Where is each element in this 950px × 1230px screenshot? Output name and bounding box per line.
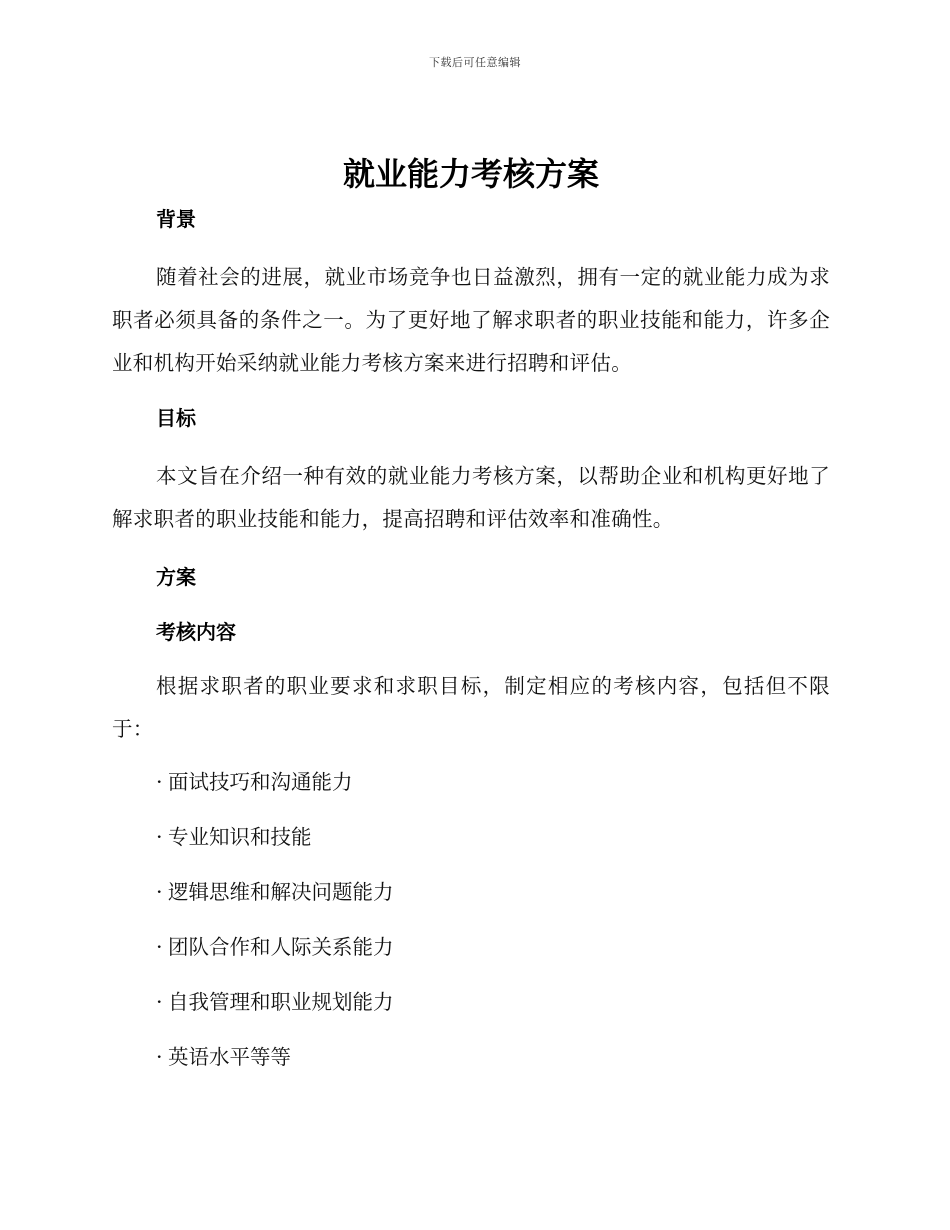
- paragraph-goal: 本文旨在介绍一种有效的就业能力考核方案，以帮助企业和机构更好地了解求职者的职业技能和能力，提高招聘和评估效率和准确性。: [112, 464, 830, 531]
- list-item-text: 专业知识和技能: [168, 825, 312, 849]
- list-item-text: 自我管理和职业规划能力: [168, 990, 394, 1014]
- list-item-text: 英语水平等等: [168, 1045, 291, 1069]
- bullet-icon: ·: [156, 1045, 163, 1069]
- list-item-text: 团队合作和人际关系能力: [168, 935, 394, 959]
- section-heading-background: 背景: [156, 207, 196, 231]
- section-heading-content: 考核内容: [156, 620, 236, 644]
- list-item: [112, 877, 830, 907]
- list-item: [112, 1042, 830, 1072]
- content-bullet-list: [112, 767, 830, 1072]
- list-item: [112, 987, 830, 1017]
- paragraph-content: 根据求职者的职业要求和求职目标，制定相应的考核内容，包括但不限于：: [112, 674, 830, 741]
- paragraph-background: 随着社会的进展，就业市场竞争也日益激烈，拥有一定的就业能力成为求职者必须具备的条件之一。为了更好地了解求职者的职业技能和能力，许多企业和机构开始采纳就业能力考核方案来进行招聘和评估。: [112, 265, 830, 375]
- bullet-icon: ·: [156, 770, 163, 794]
- document-body: [112, 146, 830, 1072]
- section-heading-plan: 方案: [156, 565, 196, 589]
- section-heading-goal: 目标: [156, 406, 196, 430]
- list-item: [112, 932, 830, 962]
- bullet-icon: ·: [156, 825, 163, 849]
- list-item-text: 逻辑思维和解决问题能力: [168, 880, 394, 904]
- document-title: 就业能力考核方案: [342, 155, 599, 193]
- bullet-icon: ·: [156, 935, 163, 959]
- bullet-icon: ·: [156, 880, 163, 904]
- list-item-text: 面试技巧和沟通能力: [168, 770, 353, 794]
- list-item: [112, 767, 830, 797]
- page-header-note: 下载后可任意编辑: [429, 56, 521, 69]
- bullet-icon: ·: [156, 990, 163, 1014]
- list-item: [112, 822, 830, 852]
